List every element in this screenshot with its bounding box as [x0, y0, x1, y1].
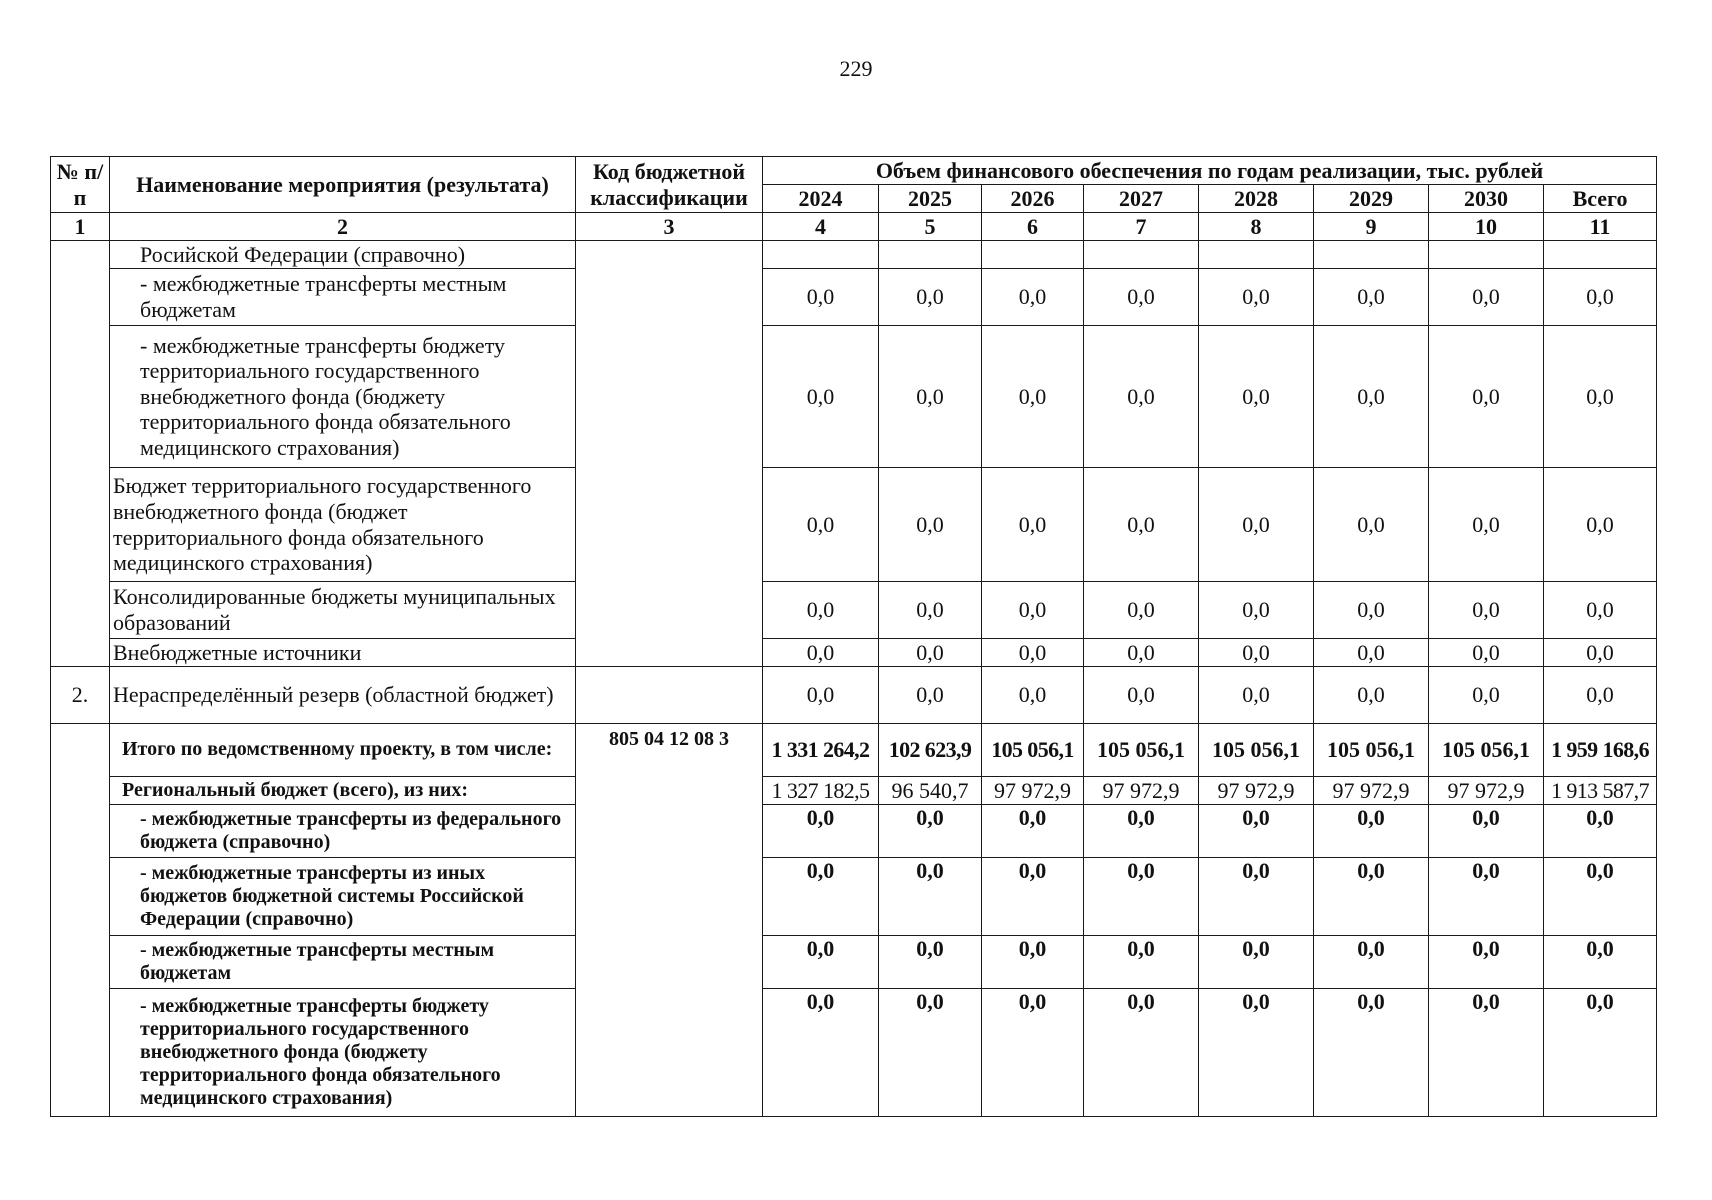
cell-value: 97 972,9	[1084, 777, 1199, 805]
header-row-1	[51, 157, 1657, 185]
table-row-total	[51, 724, 1657, 777]
cell-value: 0,0	[1199, 936, 1314, 989]
row-code-cell	[576, 667, 763, 724]
col-number: 9	[1314, 213, 1429, 241]
cell-value: 97 972,9	[982, 777, 1084, 805]
row-name: Внебюджетные источники	[110, 639, 576, 667]
cell-value: 0,0	[763, 269, 879, 326]
cell-value	[1429, 241, 1544, 269]
cell-value: 0,0	[982, 858, 1084, 936]
cell-value: 0,0	[879, 667, 982, 724]
cell-value: 0,0	[1544, 936, 1657, 989]
cell-value: 0,0	[763, 805, 879, 858]
cell-value: 0,0	[1084, 936, 1199, 989]
row-name: Росийской Федерации (справочно)	[110, 241, 576, 269]
cell-value: 0,0	[1429, 805, 1544, 858]
table-row	[51, 667, 1657, 724]
row-name: - межбюджетные трансферты из иных бюджетов бюджетной системы Российской Федерации (справочно)	[110, 858, 576, 936]
cell-value: 0,0	[879, 936, 982, 989]
cell-value: 97 972,9	[1314, 777, 1429, 805]
row-name: Бюджет территориального государственного внебюджетного фонда (бюджет территориального фонда обязательного медицинского страхования)	[110, 468, 576, 582]
col-number: 1	[51, 213, 110, 241]
cell-value: 0,0	[879, 989, 982, 1117]
cell-value: 0,0	[1084, 468, 1199, 582]
header-total: Всего	[1544, 185, 1657, 213]
cell-value: 0,0	[1544, 582, 1657, 639]
cell-value: 97 972,9	[1199, 777, 1314, 805]
cell-value: 1 327 182,5	[763, 777, 879, 805]
cell-value: 0,0	[1544, 269, 1657, 326]
header-year: 2027	[1084, 185, 1199, 213]
table-row	[51, 989, 1657, 1117]
cell-value: 0,0	[1544, 989, 1657, 1117]
cell-value: 105 056,1	[1084, 724, 1199, 777]
table-row	[51, 936, 1657, 989]
row-name: - межбюджетные трансферты местным бюджетам	[110, 269, 576, 326]
row-name: Консолидированные бюджеты муниципальных образований	[110, 582, 576, 639]
cell-value: 0,0	[982, 667, 1084, 724]
cell-value: 0,0	[1199, 989, 1314, 1117]
header-year: 2026	[982, 185, 1084, 213]
header-volume: Объем финансового обеспечения по годам реализации, тыс. рублей	[763, 157, 1657, 185]
header-year: 2025	[879, 185, 982, 213]
cell-value: 0,0	[982, 582, 1084, 639]
table-row	[51, 326, 1657, 468]
cell-value: 0,0	[1199, 805, 1314, 858]
cell-value: 0,0	[1544, 326, 1657, 468]
col-number: 7	[1084, 213, 1199, 241]
cell-value: 0,0	[1314, 936, 1429, 989]
cell-value	[1084, 241, 1199, 269]
cell-value: 105 056,1	[1199, 724, 1314, 777]
cell-value	[763, 241, 879, 269]
col-number: 3	[576, 213, 763, 241]
cell-value: 0,0	[763, 858, 879, 936]
cell-value: 0,0	[982, 639, 1084, 667]
header-row-numbers	[51, 213, 1657, 241]
cell-value: 0,0	[1314, 805, 1429, 858]
row-name: Итого по ведомственному проекту, в том числе:	[110, 724, 576, 777]
cell-value: 0,0	[982, 805, 1084, 858]
table-row	[51, 777, 1657, 805]
cell-value: 0,0	[1429, 582, 1544, 639]
cell-value: 0,0	[879, 805, 982, 858]
table-row	[51, 805, 1657, 858]
cell-value: 0,0	[1084, 269, 1199, 326]
cell-value: 0,0	[1314, 269, 1429, 326]
cell-value: 0,0	[1314, 639, 1429, 667]
cell-value: 0,0	[879, 326, 982, 468]
cell-value: 0,0	[1544, 805, 1657, 858]
cell-value: 0,0	[1314, 326, 1429, 468]
cell-value: 0,0	[982, 326, 1084, 468]
cell-value: 0,0	[1544, 639, 1657, 667]
cell-value: 0,0	[763, 326, 879, 468]
row-name: - межбюджетные трансферты бюджету территориального государственного внебюджетного фонда (бюджету территориального фонда обязательного медицинского страхования)	[110, 989, 576, 1117]
cell-value: 0,0	[1314, 582, 1429, 639]
cell-value: 0,0	[879, 582, 982, 639]
row-number-cell	[51, 724, 110, 1117]
cell-value: 1 959 168,6	[1544, 724, 1657, 777]
cell-value: 0,0	[763, 989, 879, 1117]
cell-value: 0,0	[1084, 805, 1199, 858]
cell-value: 102 623,9	[879, 724, 982, 777]
header-year: 2024	[763, 185, 879, 213]
header-name: Наименование мероприятия (результата)	[110, 157, 576, 213]
cell-value: 96 540,7	[879, 777, 982, 805]
cell-value: 0,0	[1314, 468, 1429, 582]
col-number: 11	[1544, 213, 1657, 241]
cell-value: 0,0	[1084, 326, 1199, 468]
table-row	[51, 582, 1657, 639]
cell-value: 0,0	[1314, 858, 1429, 936]
cell-value: 0,0	[1084, 989, 1199, 1117]
cell-value	[1544, 241, 1657, 269]
cell-value	[1199, 241, 1314, 269]
col-number: 8	[1199, 213, 1314, 241]
col-number: 4	[763, 213, 879, 241]
header-code: Код бюджетной классификации	[576, 157, 763, 213]
cell-value: 1 331 264,2	[763, 724, 879, 777]
row-number-cell	[51, 241, 110, 667]
cell-value: 0,0	[1544, 468, 1657, 582]
cell-value: 0,0	[763, 468, 879, 582]
cell-value: 0,0	[1314, 989, 1429, 1117]
cell-value: 0,0	[1199, 326, 1314, 468]
page-number: 229	[839, 56, 873, 81]
table-row	[51, 858, 1657, 936]
cell-value: 0,0	[1429, 326, 1544, 468]
cell-value: 0,0	[879, 468, 982, 582]
table-row	[51, 639, 1657, 667]
cell-value: 0,0	[1544, 858, 1657, 936]
cell-value: 0,0	[1429, 989, 1544, 1117]
cell-value: 0,0	[1084, 582, 1199, 639]
cell-value: 0,0	[1429, 936, 1544, 989]
table-row	[51, 468, 1657, 582]
row-name: Нераспределённый резерв (областной бюджет)	[110, 667, 576, 724]
funding-table	[50, 156, 1657, 1117]
cell-value: 0,0	[1429, 858, 1544, 936]
row-code: 805 04 12 08 3	[576, 724, 763, 1117]
cell-value: 1 913 587,7	[1544, 777, 1657, 805]
cell-value: 0,0	[879, 639, 982, 667]
cell-value	[982, 241, 1084, 269]
cell-value: 0,0	[1199, 468, 1314, 582]
cell-value: 0,0	[1084, 667, 1199, 724]
cell-value: 0,0	[763, 639, 879, 667]
cell-value: 0,0	[1429, 269, 1544, 326]
col-number: 5	[879, 213, 982, 241]
cell-value: 0,0	[982, 269, 1084, 326]
row-name: - межбюджетные трансферты из федерального бюджета (справочно)	[110, 805, 576, 858]
cell-value: 0,0	[1199, 667, 1314, 724]
cell-value: 0,0	[879, 858, 982, 936]
cell-value: 0,0	[879, 269, 982, 326]
cell-value: 0,0	[1199, 858, 1314, 936]
cell-value: 0,0	[1199, 269, 1314, 326]
cell-value: 0,0	[982, 989, 1084, 1117]
row-name: - межбюджетные трансферты бюджету территориального государственного внебюджетного фонда (бюджету территориального фонда обязательного медицинского страхования)	[110, 326, 576, 468]
header-num: № п/п	[51, 157, 110, 213]
cell-value: 0,0	[763, 936, 879, 989]
col-number: 2	[110, 213, 576, 241]
cell-value: 0,0	[1199, 639, 1314, 667]
row-name: - межбюджетные трансферты местным бюджетам	[110, 936, 576, 989]
row-name: Региональный бюджет (всего), из них:	[110, 777, 576, 805]
cell-value: 0,0	[982, 936, 1084, 989]
cell-value: 0,0	[1084, 858, 1199, 936]
row-code-cell	[576, 241, 763, 667]
cell-value: 105 056,1	[1429, 724, 1544, 777]
cell-value	[1314, 241, 1429, 269]
cell-value: 0,0	[1429, 468, 1544, 582]
cell-value: 105 056,1	[982, 724, 1084, 777]
header-year: 2029	[1314, 185, 1429, 213]
cell-value: 0,0	[1199, 582, 1314, 639]
header-year: 2030	[1429, 185, 1544, 213]
table-row	[51, 269, 1657, 326]
cell-value: 0,0	[1429, 639, 1544, 667]
cell-value: 0,0	[763, 667, 879, 724]
col-number: 10	[1429, 213, 1544, 241]
cell-value: 0,0	[1084, 639, 1199, 667]
cell-value: 0,0	[763, 582, 879, 639]
cell-value: 97 972,9	[1429, 777, 1544, 805]
row-number: 2.	[51, 667, 110, 724]
cell-value: 0,0	[1314, 667, 1429, 724]
cell-value: 0,0	[1544, 667, 1657, 724]
cell-value: 0,0	[1429, 667, 1544, 724]
cell-value	[879, 241, 982, 269]
col-number: 6	[982, 213, 1084, 241]
cell-value: 105 056,1	[1314, 724, 1429, 777]
cell-value: 0,0	[982, 468, 1084, 582]
header-year: 2028	[1199, 185, 1314, 213]
table-row	[51, 241, 1657, 269]
